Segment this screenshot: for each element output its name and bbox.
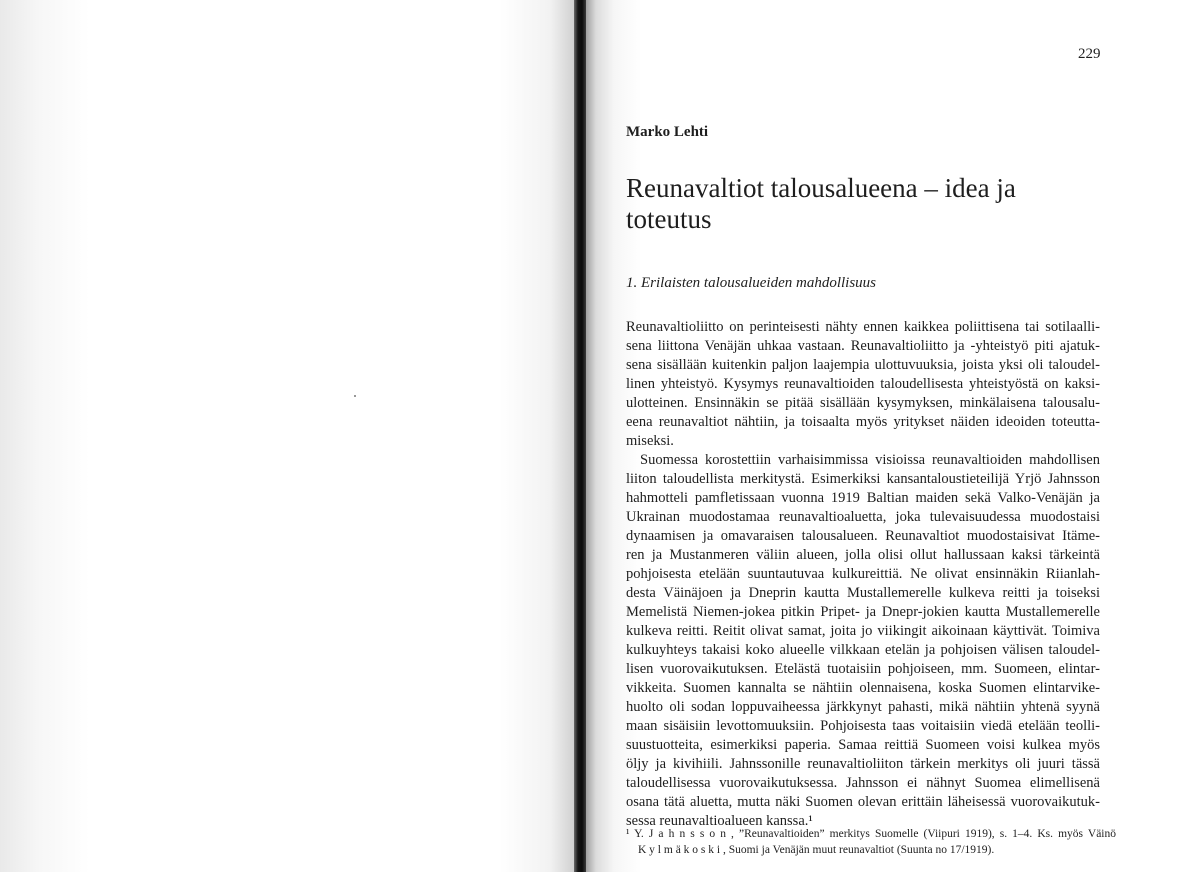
title-line: Reunavaltiot talousalueena – idea ja	[626, 173, 1016, 203]
body-line: sena sisällään kuitenkin paljon laajempia ulottuvuuksia, joista yksi oli taloudel-	[626, 357, 1100, 373]
book-gutter	[574, 0, 586, 872]
paper-speck	[354, 395, 356, 397]
body-line: öljy ja kivihiili. Jahnssonille reunavaltioliiton tärkein merkitys oli juuri tässä	[626, 756, 1100, 772]
body-line: ulotteinen. Ensinnäkin se pitää sisällään kysymyksen, minkälaisena talousalu-	[626, 395, 1100, 411]
footnotes	[626, 826, 1116, 858]
body-line: linen yhteistyö. Kysymys reunavaltioiden taloudellisesta yhteistyöstä on kaksi-	[626, 376, 1100, 392]
body-line: lisen vuorovaikutuksen. Etelästä tuotaisiin pohjoiseen, mm. Suomeen, elintar-	[626, 661, 1100, 677]
body-line: Reunavaltioliitto on perinteisesti nähty ennen kaikkea poliittisena tai sotilaalli-	[626, 319, 1100, 335]
body-text	[626, 318, 1100, 831]
body-line: miseksi.	[626, 433, 674, 449]
body-line: pohjoisesta etelään suuntautuvaa kulkureittiä. Ne olivat ensinnäkin Riianlah-	[626, 566, 1100, 582]
body-line: Memelistä Niemen-jokea pitkin Pripet- ja Dnepr-jokien kautta Mustallemerelle	[626, 604, 1100, 620]
body-line: kulkeva reitti. Reitit olivat samat, joita jo viikingit aikoinaan käyttivät. Toimiva	[626, 623, 1100, 639]
body-line: kulkuyhteys takaisi koko alueelle vilkkaan etelän ja pohjoisen välisen taloudel-	[626, 642, 1100, 658]
left-page-blank	[0, 0, 578, 872]
title-line: toteutus	[626, 204, 712, 234]
body-line: hahmotteli pamfletissaan vuonna 1919 Baltian maiden sekä Valko-Venäjän ja	[626, 490, 1100, 506]
footnote-line: ¹ Y. J a h n s s o n , ”Reunavaltioiden” merkitys Suomelle (Viipuri 1919), s. 1–4. Ks. myös Väinö	[626, 828, 1116, 840]
section-heading: 1. Erilaisten talousalueiden mahdollisuus	[626, 275, 876, 291]
author-name: Marko Lehti	[626, 124, 709, 140]
body-line: dynaamisen ja omavaraisen talousalueen. Reunavaltiot muodostaisivat Itäme-	[626, 528, 1100, 544]
body-line: Suomessa korostettiin varhaisimmissa visioissa reunavaltioiden mahdollisen	[640, 452, 1100, 468]
page-number: 229	[1078, 46, 1101, 62]
body-line: sena liittona Venäjän uhkaa vastaan. Reunavaltioliitto ja -yhteistyö piti ajatuk-	[626, 338, 1100, 354]
body-line: liiton taloudellista merkitystä. Esimerkiksi kansantaloustieteilijä Yrjö Jahnsson	[626, 471, 1100, 487]
body-line: ren ja Mustanmeren väliin alueen, jolla olisi ollut hallussaan kaksi tärkeintä	[626, 547, 1100, 563]
body-line: maan sisäisiin levottomuuksiin. Pohjoisesta taas voitaisiin viedä etelään teolli-	[626, 718, 1100, 734]
body-line: Ukrainan muodostamaa reunavaltioaluetta, joka tulevaisuudessa muodostaisi	[626, 509, 1100, 525]
body-line: osana tätä aluetta, mutta näki Suomen olevan erittäin läheisessä vuorovaikutuk-	[626, 794, 1100, 810]
article-title	[626, 173, 1086, 235]
footnote-line: K y l m ä k o s k i , Suomi ja Venäjän muut reunavaltiot (Suunta no 17/1919).	[638, 844, 995, 856]
body-line: desta Väinäjoen ja Dneprin kautta Mustallemerelle kulkeva reitti ja toiseksi	[626, 585, 1100, 601]
body-line: suustuotteita, esimerkiksi paperia. Samaa reittiä Suomeen voisi kulkea myös	[626, 737, 1100, 753]
body-line: sessa reunavaltioalueen kanssa.¹	[626, 813, 813, 829]
body-line: huolto oli sodan loppuvaiheessa järkkynyt pahasti, mikä nähtiin yhtenä syynä	[626, 699, 1100, 715]
body-line: vikkeita. Suomen kannalta se nähtiin olennaisena, koska Suomen elintarvike-	[626, 680, 1100, 696]
body-line: eena reunavaltiot nähtiin, ja toisaalta myös yritykset näiden ideoiden toteutta-	[626, 414, 1100, 430]
body-line: taloudellisessa vuorovaikutuksessa. Jahnsson ei nähnyt Suomea elimellisenä	[626, 775, 1100, 791]
